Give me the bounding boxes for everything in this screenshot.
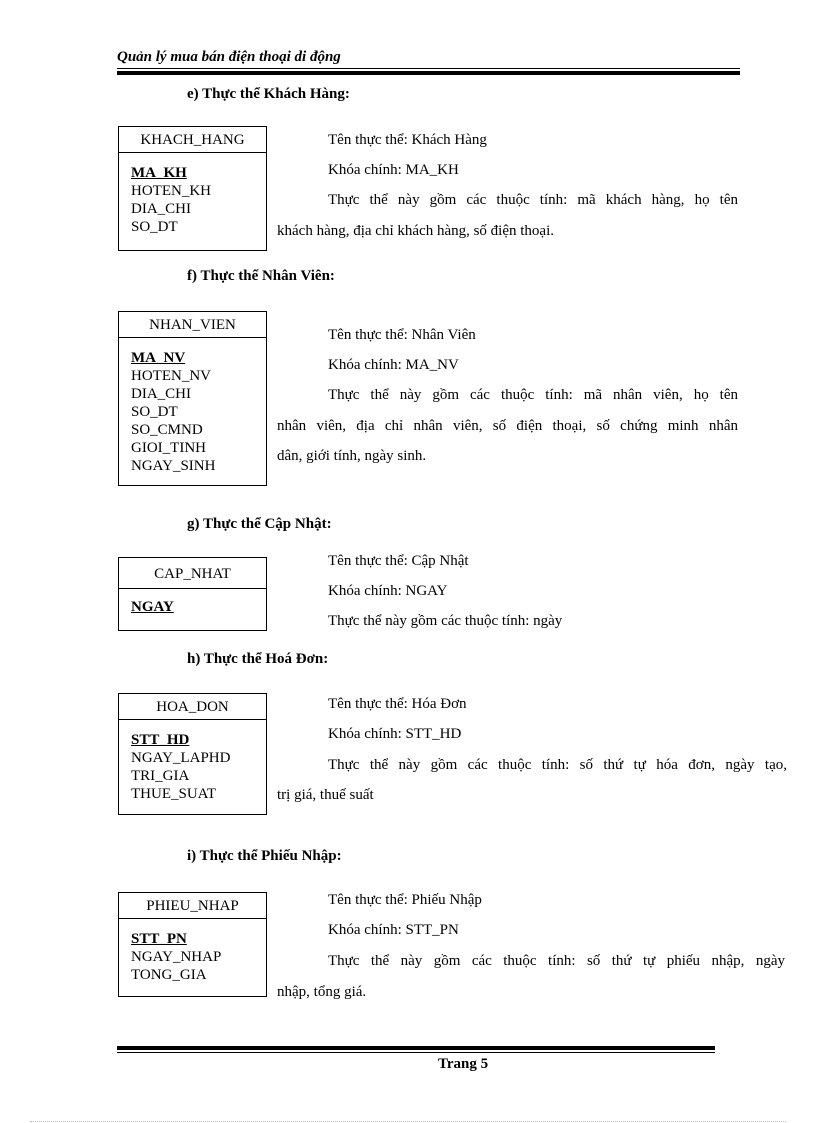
description-line: Thực thể này gồm các thuộc tính: mã nhân viên, họ tên bbox=[328, 387, 738, 403]
entity-attribute: SO_DT bbox=[131, 219, 178, 235]
header-rule-thin bbox=[117, 68, 740, 69]
footer-rule-thin bbox=[117, 1052, 715, 1053]
entity-attribute: HOTEN_NV bbox=[131, 368, 211, 384]
entity-attribute: HOTEN_KH bbox=[131, 183, 211, 199]
entity-attribute: THUE_SUAT bbox=[131, 786, 216, 802]
entity-attribute-primary-key: STT_PN bbox=[131, 931, 187, 947]
description-line: trị giá, thuế suất bbox=[277, 787, 374, 803]
footer-rule-thick bbox=[117, 1046, 715, 1050]
entity-attribute: NGAY_NHAP bbox=[131, 949, 222, 965]
entity-attribute: TRI_GIA bbox=[131, 768, 190, 784]
section-heading-khach-hang: e) Thực thể Khách Hàng: bbox=[187, 86, 350, 102]
entity-box-khach-hang bbox=[118, 126, 267, 251]
description-line: Thực thể này gồm các thuộc tính: ngày bbox=[328, 613, 563, 629]
entity-attribute: NGAY_SINH bbox=[131, 458, 216, 474]
description-line: Thực thể này gồm các thuộc tính: số thứ tự phiếu nhập, ngày bbox=[328, 953, 785, 969]
entity-attribute-primary-key: MA_NV bbox=[131, 350, 186, 366]
entity-attribute: GIOI_TINH bbox=[131, 440, 206, 456]
description-line: Thực thể này gồm các thuộc tính: mã khách hàng, họ tên bbox=[328, 192, 738, 208]
entity-attribute: TONG_GIA bbox=[131, 967, 207, 983]
entity-box-cap-nhat bbox=[118, 557, 267, 631]
primary-key-line: Khóa chính: MA_KH bbox=[328, 162, 459, 178]
description-line: nhân viên, địa chỉ nhân viên, số điện thoại, số chứng minh nhân bbox=[277, 418, 738, 434]
section-heading-phieu-nhap: i) Thực thể Phiếu Nhập: bbox=[187, 848, 342, 864]
entity-attribute: NGAY_LAPHD bbox=[131, 750, 231, 766]
description-line: nhập, tổng giá. bbox=[277, 984, 367, 1000]
header-rule-thick bbox=[117, 71, 740, 75]
entity-name-line: Tên thực thể: Cập Nhật bbox=[328, 553, 469, 569]
entity-attribute-primary-key: STT_HD bbox=[131, 732, 190, 748]
page-number: Trang 5 bbox=[438, 1056, 489, 1072]
entity-name-line: Tên thực thể: Khách Hàng bbox=[328, 132, 487, 148]
entity-name: PHIEU_NHAP bbox=[119, 893, 266, 919]
entity-name: CAP_NHAT bbox=[119, 558, 266, 589]
entity-box-hoa-don bbox=[118, 693, 267, 815]
entity-attribute: SO_DT bbox=[131, 404, 178, 420]
section-heading-nhan-vien: f) Thực thể Nhân Viên: bbox=[187, 268, 335, 284]
primary-key-line: Khóa chính: NGAY bbox=[328, 583, 448, 599]
section-heading-cap-nhat: g) Thực thể Cập Nhật: bbox=[187, 516, 332, 532]
description-line: dân, giới tính, ngày sinh. bbox=[277, 448, 427, 464]
entity-name-line: Tên thực thể: Phiếu Nhập bbox=[328, 892, 482, 908]
page-bottom-edge bbox=[30, 1121, 786, 1122]
entity-name-line: Tên thực thể: Nhân Viên bbox=[328, 327, 476, 343]
entity-attribute: SO_CMND bbox=[131, 422, 203, 438]
document-header-title: Quản lý mua bán điện thoại di động bbox=[117, 49, 341, 65]
description-line: khách hàng, địa chỉ khách hàng, số điện thoại. bbox=[277, 223, 555, 239]
entity-name-line: Tên thực thể: Hóa Đơn bbox=[328, 696, 467, 712]
section-heading-hoa-don: h) Thực thể Hoá Đơn: bbox=[187, 651, 329, 667]
entity-name: HOA_DON bbox=[119, 694, 266, 720]
entity-box-nhan-vien bbox=[118, 311, 267, 486]
entity-attribute: DIA_CHI bbox=[131, 386, 191, 402]
description-line: Thực thể này gồm các thuộc tính: số thứ tự hóa đơn, ngày tạo, bbox=[328, 757, 787, 773]
entity-name: NHAN_VIEN bbox=[119, 312, 266, 338]
entity-name: KHACH_HANG bbox=[119, 127, 266, 153]
entity-attribute-primary-key: NGAY bbox=[131, 599, 174, 615]
primary-key-line: Khóa chính: MA_NV bbox=[328, 357, 459, 373]
entity-attribute-primary-key: MA_KH bbox=[131, 165, 187, 181]
entity-box-phieu-nhap bbox=[118, 892, 267, 997]
primary-key-line: Khóa chính: STT_HD bbox=[328, 726, 462, 742]
primary-key-line: Khóa chính: STT_PN bbox=[328, 922, 459, 938]
entity-attribute: DIA_CHI bbox=[131, 201, 191, 217]
